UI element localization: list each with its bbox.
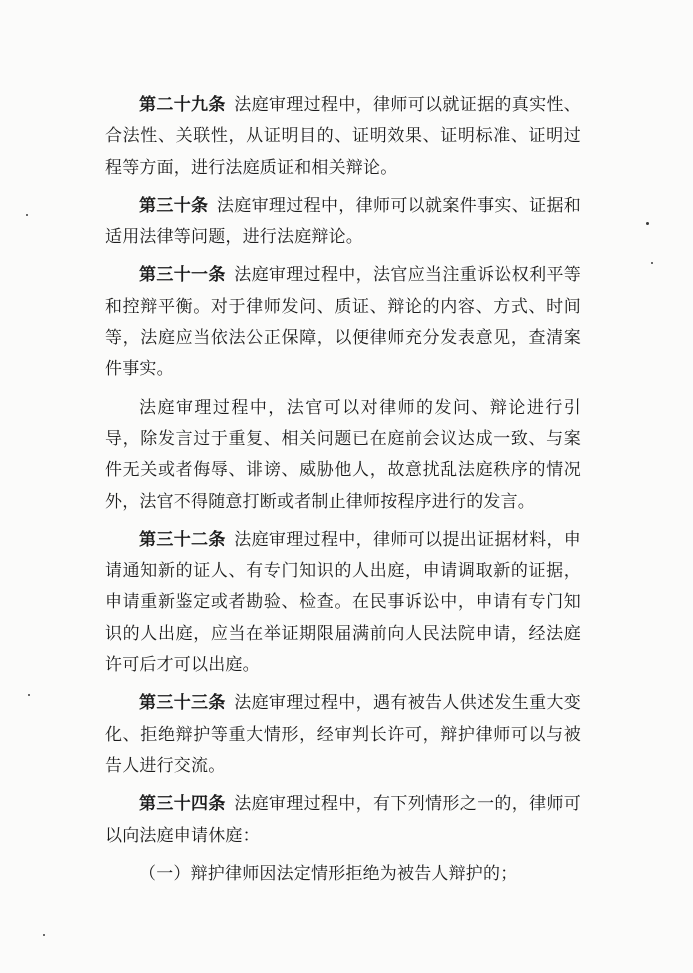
- article-number: 第三十二条: [139, 529, 226, 550]
- scan-speck: [651, 262, 653, 264]
- document-body: [105, 90, 581, 890]
- scan-speck: [28, 694, 30, 696]
- article-number: 第三十条: [139, 195, 209, 216]
- scan-speck: [43, 934, 45, 936]
- paragraph-list-item-1: [105, 859, 581, 890]
- scan-speck: [646, 222, 649, 225]
- paragraph-article-34: [105, 789, 581, 852]
- paragraph-text: （一）辩护律师因法定情形拒绝为被告人辩护的；: [139, 863, 518, 884]
- article-number: 第二十九条: [139, 95, 226, 115]
- paragraph-text: 法庭审理过程中，遇有被告人供述发生重大变化、拒绝辩护等重大情形，经审判长许可，辩护律师可以与被告人进行交流。: [105, 693, 582, 776]
- paragraph-article-32: [105, 525, 581, 681]
- paragraph-article-30: [105, 191, 581, 254]
- paragraph-text: 法庭审理过程中，律师可以就案件事实、证据和适用法律等问题，进行法庭辩论。: [105, 195, 581, 248]
- paragraph-text: 法庭审理过程中，律师可以提出证据材料，申请通知新的证人、有专门知识的人出庭，申请调取新的证据，申请重新鉴定或者勘验、检查。在民事诉讼中，申请有专门知识的人出庭，应当在举证期限届满前向人民法院申请，经法庭许可后才可以出庭。: [105, 529, 582, 676]
- paragraph-text: 法庭审理过程中，有下列情形之一的，律师可以向法庭申请休庭：: [105, 794, 582, 846]
- paragraph-text: 法庭审理过程中，法官应当注重诉讼权利平等和控辩平衡。对于律师发问、质证、辩论的内容、方式、时间等，法庭应当依法公正保障，以便律师充分发表意见，查清案件事实。: [105, 265, 582, 380]
- paragraph-text: 法庭审理过程中，律师可以就证据的真实性、合法性、关联性，从证明目的、证明效果、证明标准、证明过程等方面，进行法庭质证和相关辩论。: [105, 95, 582, 178]
- paragraph-article-29: [105, 90, 581, 184]
- paragraph-article-31: [105, 260, 581, 385]
- scan-speck: [26, 214, 28, 216]
- paragraph-article-33: [105, 688, 581, 782]
- article-number: 第三十四条: [139, 794, 226, 815]
- article-number: 第三十三条: [139, 693, 226, 714]
- paragraph-text: 法庭审理过程中，法官可以对律师的发问、辩论进行引导，除发言过于重复、相关问题已在庭前会议达成一致、与案件无关或者侮辱、诽谤、威胁他人，故意扰乱法庭秩序的情况外，法官不得随意打断或者制止律师按程序进行的发言。: [105, 397, 581, 512]
- paragraph-article-31-cont: [105, 393, 581, 518]
- article-number: 第三十一条: [139, 265, 226, 286]
